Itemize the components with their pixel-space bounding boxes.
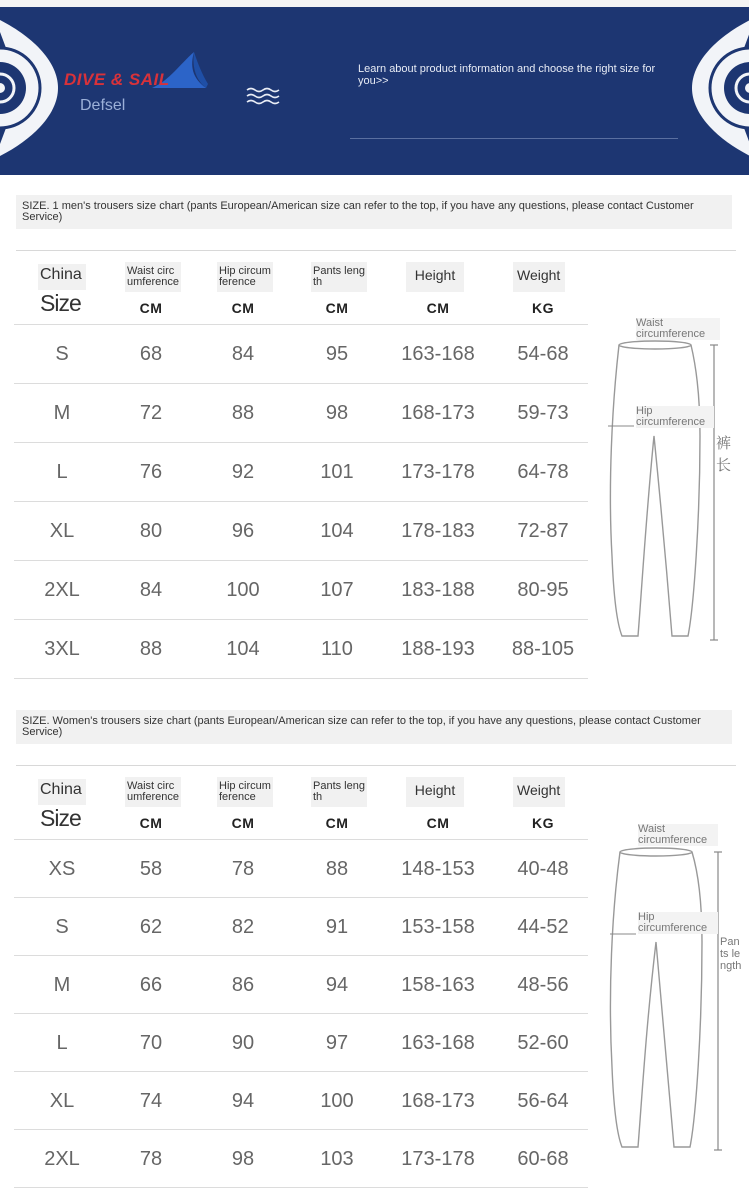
column-header-label: Height	[406, 777, 464, 807]
column-header-unit: CM	[139, 300, 163, 316]
measurement-cell: 91	[325, 915, 349, 938]
column-header-unit: CM	[426, 815, 450, 831]
table-bottom-border	[14, 678, 588, 679]
table-row	[14, 1129, 588, 1188]
table-row	[14, 955, 588, 1014]
women-waist-label: Waist circumference	[638, 824, 718, 846]
women-hip-label: Hip circumference	[638, 912, 718, 934]
women-section-divider	[16, 765, 736, 766]
measurement-cell: 62	[139, 915, 163, 938]
measurement-cell: 104	[226, 638, 260, 660]
measurement-cell: 76	[139, 461, 163, 483]
banner-top-strip	[0, 0, 749, 7]
measurement-cell: 82	[231, 915, 255, 938]
measurement-cell: 70	[139, 1031, 163, 1054]
measurement-cell: 103	[320, 1147, 354, 1170]
size-cell: M	[53, 402, 71, 424]
waves-icon	[246, 86, 280, 106]
measurement-cell: 168-173	[401, 1089, 475, 1112]
measurement-cell: 80	[139, 520, 163, 542]
men-size-note: SIZE. 1 men's trousers size chart (pants European/American size can refer to the top, if you have any questions, please contact Customer Service)	[16, 195, 732, 229]
measurement-cell: 80-95	[517, 579, 569, 601]
men-pants-diagram	[604, 316, 744, 646]
measurement-cell: 158-163	[401, 973, 475, 996]
column-header-label: Waist circumference	[125, 777, 181, 807]
size-cell: 3XL	[44, 638, 80, 660]
measurement-cell: 78	[139, 1147, 163, 1170]
measurement-cell: 54-68	[517, 343, 569, 365]
size-cell: XL	[49, 1089, 75, 1112]
measurement-cell: 163-168	[401, 343, 475, 365]
men-length-label: 裤长	[716, 434, 732, 474]
men-size-table	[14, 260, 588, 677]
measurement-cell: 44-52	[517, 915, 569, 938]
table-row	[14, 501, 588, 561]
women-pants-diagram	[604, 822, 744, 1152]
column-header-unit: CM	[139, 815, 163, 831]
column-header-unit: KG	[532, 300, 554, 316]
men-waist-label: Waist circumference	[636, 318, 720, 340]
column-header-unit: CM	[426, 300, 450, 316]
men-pants-outline-icon	[604, 316, 744, 646]
size-cell: XL	[49, 520, 75, 542]
women-size-table	[14, 775, 588, 1187]
measurement-cell: 168-173	[401, 402, 475, 424]
measurement-cell: 173-178	[401, 1147, 475, 1170]
measurement-cell: 100	[226, 579, 260, 601]
column-header-label: Weight	[513, 262, 565, 292]
brand-banner	[0, 0, 749, 175]
size-cell: S	[55, 343, 69, 365]
column-header-unit: CM	[325, 300, 349, 316]
measurement-cell: 101	[320, 461, 354, 483]
measurement-cell: 90	[231, 1031, 255, 1054]
ornament-left-icon	[0, 18, 60, 158]
table-row	[14, 324, 588, 384]
column-header-label: China	[38, 779, 86, 805]
measurement-cell: 58	[139, 857, 163, 880]
brand-logo-text: DIVE & SAIL	[64, 70, 170, 89]
measurement-cell: 88	[231, 402, 255, 424]
measurement-cell: 60-68	[517, 1147, 569, 1170]
measurement-cell: 100	[320, 1089, 354, 1112]
measurement-cell: 183-188	[401, 579, 475, 601]
column-header-unit: CM	[231, 300, 255, 316]
column-header-label: China	[38, 264, 86, 290]
size-cell: S	[55, 915, 69, 938]
size-cell: XS	[48, 857, 76, 880]
measurement-cell: 68	[139, 343, 163, 365]
measurement-cell: 72	[139, 402, 163, 424]
measurement-cell: 188-193	[401, 638, 475, 660]
measurement-cell: 84	[231, 343, 255, 365]
men-section-divider	[16, 250, 736, 251]
measurement-cell: 92	[231, 461, 255, 483]
measurement-cell: 72-87	[517, 520, 569, 542]
measurement-cell: 163-168	[401, 1031, 475, 1054]
table-row	[14, 383, 588, 443]
women-length-label: Pants length	[720, 936, 742, 972]
measurement-cell: 40-48	[517, 857, 569, 880]
brand-name: Defsel	[80, 97, 126, 114]
table-row	[14, 442, 588, 502]
table-bottom-border	[14, 1187, 588, 1188]
men-hip-label: Hip circumference	[636, 406, 714, 428]
column-header-label: Hip circumference	[217, 777, 273, 807]
measurement-cell: 153-158	[401, 915, 475, 938]
measurement-cell: 98	[325, 402, 349, 424]
column-header-unit: CM	[325, 815, 349, 831]
column-header-unit: CM	[231, 815, 255, 831]
size-cell: 2XL	[44, 579, 80, 601]
measurement-cell: 104	[320, 520, 354, 542]
measurement-cell: 88-105	[511, 638, 575, 660]
size-cell: 2XL	[44, 1147, 80, 1170]
measurement-cell: 95	[325, 343, 349, 365]
size-cell: M	[53, 973, 71, 996]
measurement-cell: 86	[231, 973, 255, 996]
measurement-cell: 178-183	[401, 520, 475, 542]
measurement-cell: 94	[325, 973, 349, 996]
table-row	[14, 897, 588, 956]
measurement-cell: 98	[231, 1147, 255, 1170]
measurement-cell: 88	[139, 638, 163, 660]
women-pants-outline-icon	[604, 822, 744, 1152]
measurement-cell: 78	[231, 857, 255, 880]
ornament-right-icon	[690, 18, 749, 158]
measurement-cell: 52-60	[517, 1031, 569, 1054]
measurement-cell: 64-78	[517, 461, 569, 483]
measurement-cell: 66	[139, 973, 163, 996]
column-header-label: Weight	[513, 777, 565, 807]
size-cell: L	[56, 1031, 68, 1054]
measurement-cell: 56-64	[517, 1089, 569, 1112]
column-header-label: Height	[406, 262, 464, 292]
table-row	[14, 619, 588, 679]
measurement-cell: 96	[231, 520, 255, 542]
measurement-cell: 94	[231, 1089, 255, 1112]
column-header-label: Hip circumference	[217, 262, 273, 292]
size-cell: L	[56, 461, 68, 483]
banner-info-text: Learn about product information and choose the right size for you>>	[358, 63, 656, 87]
women-size-note: SIZE. Women's trousers size chart (pants European/American size can refer to the top, if you have any questions, please contact Customer Service)	[16, 710, 732, 744]
measurement-cell: 88	[325, 857, 349, 880]
table-row	[14, 560, 588, 620]
measurement-cell: 59-73	[517, 402, 569, 424]
table-row	[14, 839, 588, 898]
column-header-label: Pants length	[311, 777, 367, 807]
measurement-cell: 148-153	[401, 857, 475, 880]
column-header-unit: KG	[532, 815, 554, 831]
measurement-cell: 84	[139, 579, 163, 601]
measurement-cell: 74	[139, 1089, 163, 1112]
measurement-cell: 173-178	[401, 461, 475, 483]
measurement-cell: 107	[320, 579, 354, 601]
column-header-label: Waist circumference	[125, 262, 181, 292]
measurement-cell: 97	[325, 1031, 349, 1054]
column-header-unit: Size	[40, 805, 81, 831]
column-header-unit: Size	[40, 290, 81, 316]
table-row	[14, 1013, 588, 1072]
table-row	[14, 1071, 588, 1130]
column-header-label: Pants length	[311, 262, 367, 292]
measurement-cell: 48-56	[517, 973, 569, 996]
banner-divider	[350, 138, 678, 139]
measurement-cell: 110	[321, 638, 353, 660]
